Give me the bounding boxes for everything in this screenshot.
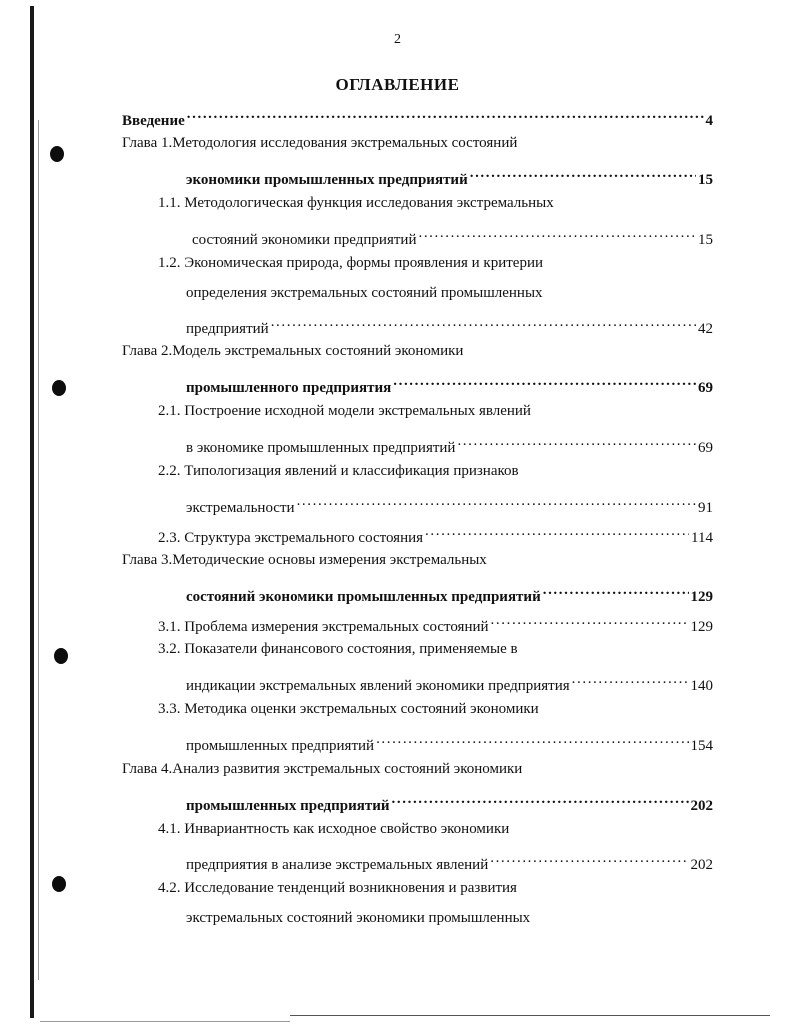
scan-bottom-rule xyxy=(40,1021,290,1022)
toc-chapter-title: Анализ развития экстремальных состояний экономики xyxy=(172,761,523,777)
toc-section-2-2-tail[interactable] xyxy=(186,490,713,516)
toc-page-number: 69 xyxy=(698,440,713,456)
toc-chapter-title: Методические основы измерения экстремальных xyxy=(172,552,487,568)
toc-leader xyxy=(425,520,689,542)
toc-leader xyxy=(376,728,688,750)
toc-entry-label: 3.3. Методика оценки экстремальных состояний экономики xyxy=(158,701,539,717)
toc-section-1-2-tail[interactable] xyxy=(186,311,713,337)
toc-page-number: 129 xyxy=(690,589,713,605)
toc-leader xyxy=(491,609,689,631)
toc-chapter-title: Методология исследования экстремальных состояний xyxy=(172,135,518,151)
toc-leader xyxy=(572,668,689,690)
toc-entry-label: в экономике промышленных предприятий xyxy=(186,440,456,456)
toc-section-3-3[interactable] xyxy=(158,698,539,720)
toc-entry-label: предприятий xyxy=(186,321,269,337)
toc-leader xyxy=(470,162,696,184)
toc-section-1-1-tail[interactable] xyxy=(192,222,713,248)
toc-chapter-prefix: Глава 3. xyxy=(122,552,173,568)
punch-hole-mark xyxy=(52,380,66,396)
toc-page-number: 202 xyxy=(690,798,713,814)
toc-chapter-3-heading[interactable] xyxy=(122,549,487,571)
toc-leader xyxy=(490,847,688,869)
toc-section-2-3[interactable] xyxy=(158,520,713,546)
toc-chapter-prefix: Глава 4. xyxy=(122,761,173,777)
toc-chapter-prefix: Глава 2. xyxy=(122,343,173,359)
toc-leader xyxy=(392,788,689,810)
toc-entry-label: определения экстремальных состояний промышленных xyxy=(186,285,543,301)
toc-leader xyxy=(187,103,704,125)
toc-chapter-title: Модель экстремальных состояний экономики xyxy=(172,343,464,359)
toc-section-3-2-tail[interactable] xyxy=(186,668,713,694)
toc-chapter-title: промышленного предприятия xyxy=(186,380,392,396)
page-title: ОГЛАВЛЕНИЕ xyxy=(335,75,460,94)
toc-page-number: 15 xyxy=(698,172,713,188)
toc-section-4-1-tail[interactable] xyxy=(186,847,713,873)
toc-chapter-title: промышленных предприятий xyxy=(186,798,390,814)
toc-entry-label: промышленных предприятий xyxy=(186,738,375,754)
toc-entry-label: состояний экономики предприятий xyxy=(192,232,417,248)
scan-bottom-rule xyxy=(290,1015,770,1016)
toc-chapter-4-tail[interactable] xyxy=(186,788,713,814)
toc-page-number: 15 xyxy=(698,232,713,248)
toc-leader xyxy=(271,311,696,333)
toc-entry-intro[interactable] xyxy=(122,103,713,129)
toc-chapter-title: состояний экономики промышленных предприятий xyxy=(186,589,541,605)
toc-chapter-2-tail[interactable] xyxy=(186,370,713,396)
toc-section-4-1[interactable] xyxy=(158,818,509,840)
toc-entry-label: 2.3. Структура экстремального состояния xyxy=(158,530,424,546)
toc-leader xyxy=(297,490,696,512)
scan-edge xyxy=(30,6,34,1018)
toc-section-3-3-tail[interactable] xyxy=(186,728,713,754)
toc-chapter-2-heading[interactable] xyxy=(122,340,463,362)
toc-section-4-2-line2[interactable] xyxy=(186,907,530,929)
toc-entry-label: экстремальности xyxy=(186,500,295,516)
toc-section-1-1[interactable] xyxy=(158,192,554,214)
toc-entry-label: Введение xyxy=(122,113,185,129)
punch-hole-mark xyxy=(50,146,64,162)
toc-entry-label: 3.1. Проблема измерения экстремальных состояний xyxy=(158,619,489,635)
toc-chapter-3-tail[interactable] xyxy=(186,579,713,605)
toc-entry-label: 2.2. Типологизация явлений и классификация признаков xyxy=(158,463,519,479)
toc-entry-label: индикации экстремальных явлений экономики предприятия xyxy=(186,678,570,694)
toc-section-2-1-tail[interactable] xyxy=(186,430,713,456)
punch-hole-mark xyxy=(52,876,66,892)
toc-section-3-2[interactable] xyxy=(158,638,518,660)
punch-hole-mark xyxy=(54,648,68,664)
toc-chapter-1-heading[interactable] xyxy=(122,132,517,154)
toc-entry-label: экстремальных состояний экономики промышленных xyxy=(186,910,531,926)
toc-leader xyxy=(393,370,696,392)
toc-section-1-2-line2[interactable] xyxy=(186,282,543,304)
toc-entry-label: 4.2. Исследование тенденций возникновения и развития xyxy=(158,880,517,896)
scan-edge-shadow xyxy=(38,120,39,980)
toc-section-2-2[interactable] xyxy=(158,460,519,482)
toc-chapter-1-tail[interactable] xyxy=(186,162,713,188)
page-number: 2 xyxy=(394,32,401,47)
toc-chapter-prefix: Глава 1. xyxy=(122,135,173,151)
toc-chapter-4-heading[interactable] xyxy=(122,758,522,780)
toc-leader xyxy=(457,430,696,452)
toc-page-number: 42 xyxy=(698,321,713,337)
toc-entry-label: 4.1. Инвариантность как исходное свойство экономики xyxy=(158,821,510,837)
toc-page-number: 91 xyxy=(698,500,713,516)
toc-entry-label: предприятия в анализе экстремальных явлений xyxy=(186,857,489,873)
toc-page-number: 202 xyxy=(690,857,713,873)
toc-page-number: 114 xyxy=(691,530,713,546)
toc-section-4-2[interactable] xyxy=(158,877,517,899)
toc-entry-label: 3.2. Показатели финансового состояния, применяемые в xyxy=(158,641,518,657)
toc-entry-label: 2.1. Построение исходной модели экстремальных явлений xyxy=(158,403,531,419)
toc-section-2-1[interactable] xyxy=(158,400,531,422)
toc-leader xyxy=(543,579,689,601)
toc-section-3-1[interactable] xyxy=(158,609,713,635)
toc-page-number: 129 xyxy=(690,619,713,635)
toc-page-number: 154 xyxy=(690,738,713,754)
toc-chapter-title: экономики промышленных предприятий xyxy=(186,172,468,188)
toc-page-number: 69 xyxy=(698,380,713,396)
toc-entry-label: 1.2. Экономическая природа, формы проявления и критерии xyxy=(158,255,543,271)
toc-page-number: 4 xyxy=(705,113,713,129)
toc-section-1-2[interactable] xyxy=(158,252,543,274)
toc-entry-label: 1.1. Методологическая функция исследования экстремальных xyxy=(158,195,554,211)
toc-page-number: 140 xyxy=(690,678,713,694)
toc-leader xyxy=(418,222,696,244)
